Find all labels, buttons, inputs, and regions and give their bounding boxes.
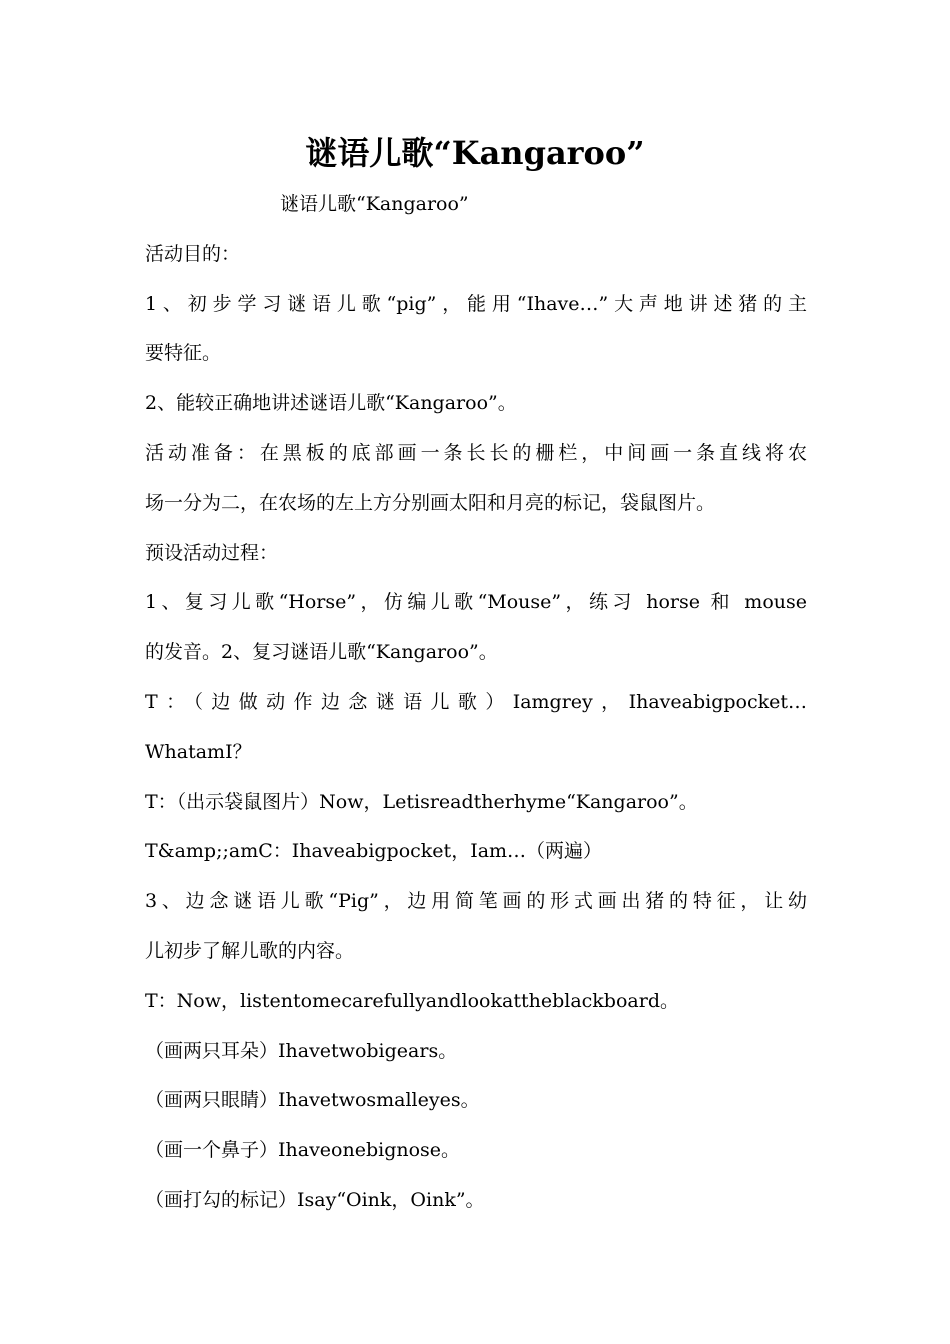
paragraph-line: （画两只眼睛）Ihavetwosmalleyes。 xyxy=(145,1089,480,1112)
paragraph-line: 3、边念谜语儿歌“Pig”，边用简笔画的形式画出猪的特征，让幼 xyxy=(145,890,807,913)
paragraph-line: 1、初步学习谜语儿歌“pig”，能用“Ihave…”大声地讲述猪的主 xyxy=(145,292,807,315)
paragraph-line: 1、复习儿歌“Horse”，仿编儿歌“Mouse”，练习 horse 和 mouse xyxy=(145,591,807,614)
paragraph-line: （画一个鼻子）Ihaveonebignose。 xyxy=(145,1139,461,1162)
paragraph-line: （画打勾的标记）Isay“Oink，Oink”。 xyxy=(145,1188,485,1211)
paragraph-line: T：（出示袋鼠图片）Now，Letisreadtherhyme“Kangaroo”。 xyxy=(145,790,698,813)
paragraph-line: T：Now，listentomecarefullyandlookattheblackboard。 xyxy=(145,989,679,1012)
section-heading-process: 预设活动过程： xyxy=(145,541,279,564)
paragraph-line: T&amp;;amC：Ihaveabigpocket，Iam…（两遍） xyxy=(145,840,603,863)
paragraph-line: 要特征。 xyxy=(145,342,222,365)
paragraph-line: WhatamI？ xyxy=(145,740,252,763)
document-body xyxy=(145,180,807,1226)
paragraph-line: 活动准备：在黑板的底部画一条长长的栅栏，中间画一条直线将农 xyxy=(145,441,807,464)
paragraph-line: 场一分为二，在农场的左上方分别画太阳和月亮的标记，袋鼠图片。 xyxy=(145,491,716,514)
paragraph-line: 的发音。2、复习谜语儿歌“Kangaroo”。 xyxy=(145,641,498,664)
document-title: 谜语儿歌“Kangaroo” xyxy=(305,134,645,172)
paragraph-line: T：（边做动作边念谜语儿歌）Iamgrey，Ihaveabigpocket… xyxy=(145,690,807,713)
subtitle-line: 谜语儿歌“Kangaroo” xyxy=(280,193,469,215)
paragraph-line: 儿初步了解儿歌的内容。 xyxy=(145,939,355,962)
paragraph-line: 2、能较正确地讲述谜语儿歌“Kangaroo”。 xyxy=(145,392,517,415)
section-heading-objectives: 活动目的： xyxy=(145,242,241,265)
paragraph-line: （画两只耳朵）Ihavetwobigears。 xyxy=(145,1039,458,1062)
